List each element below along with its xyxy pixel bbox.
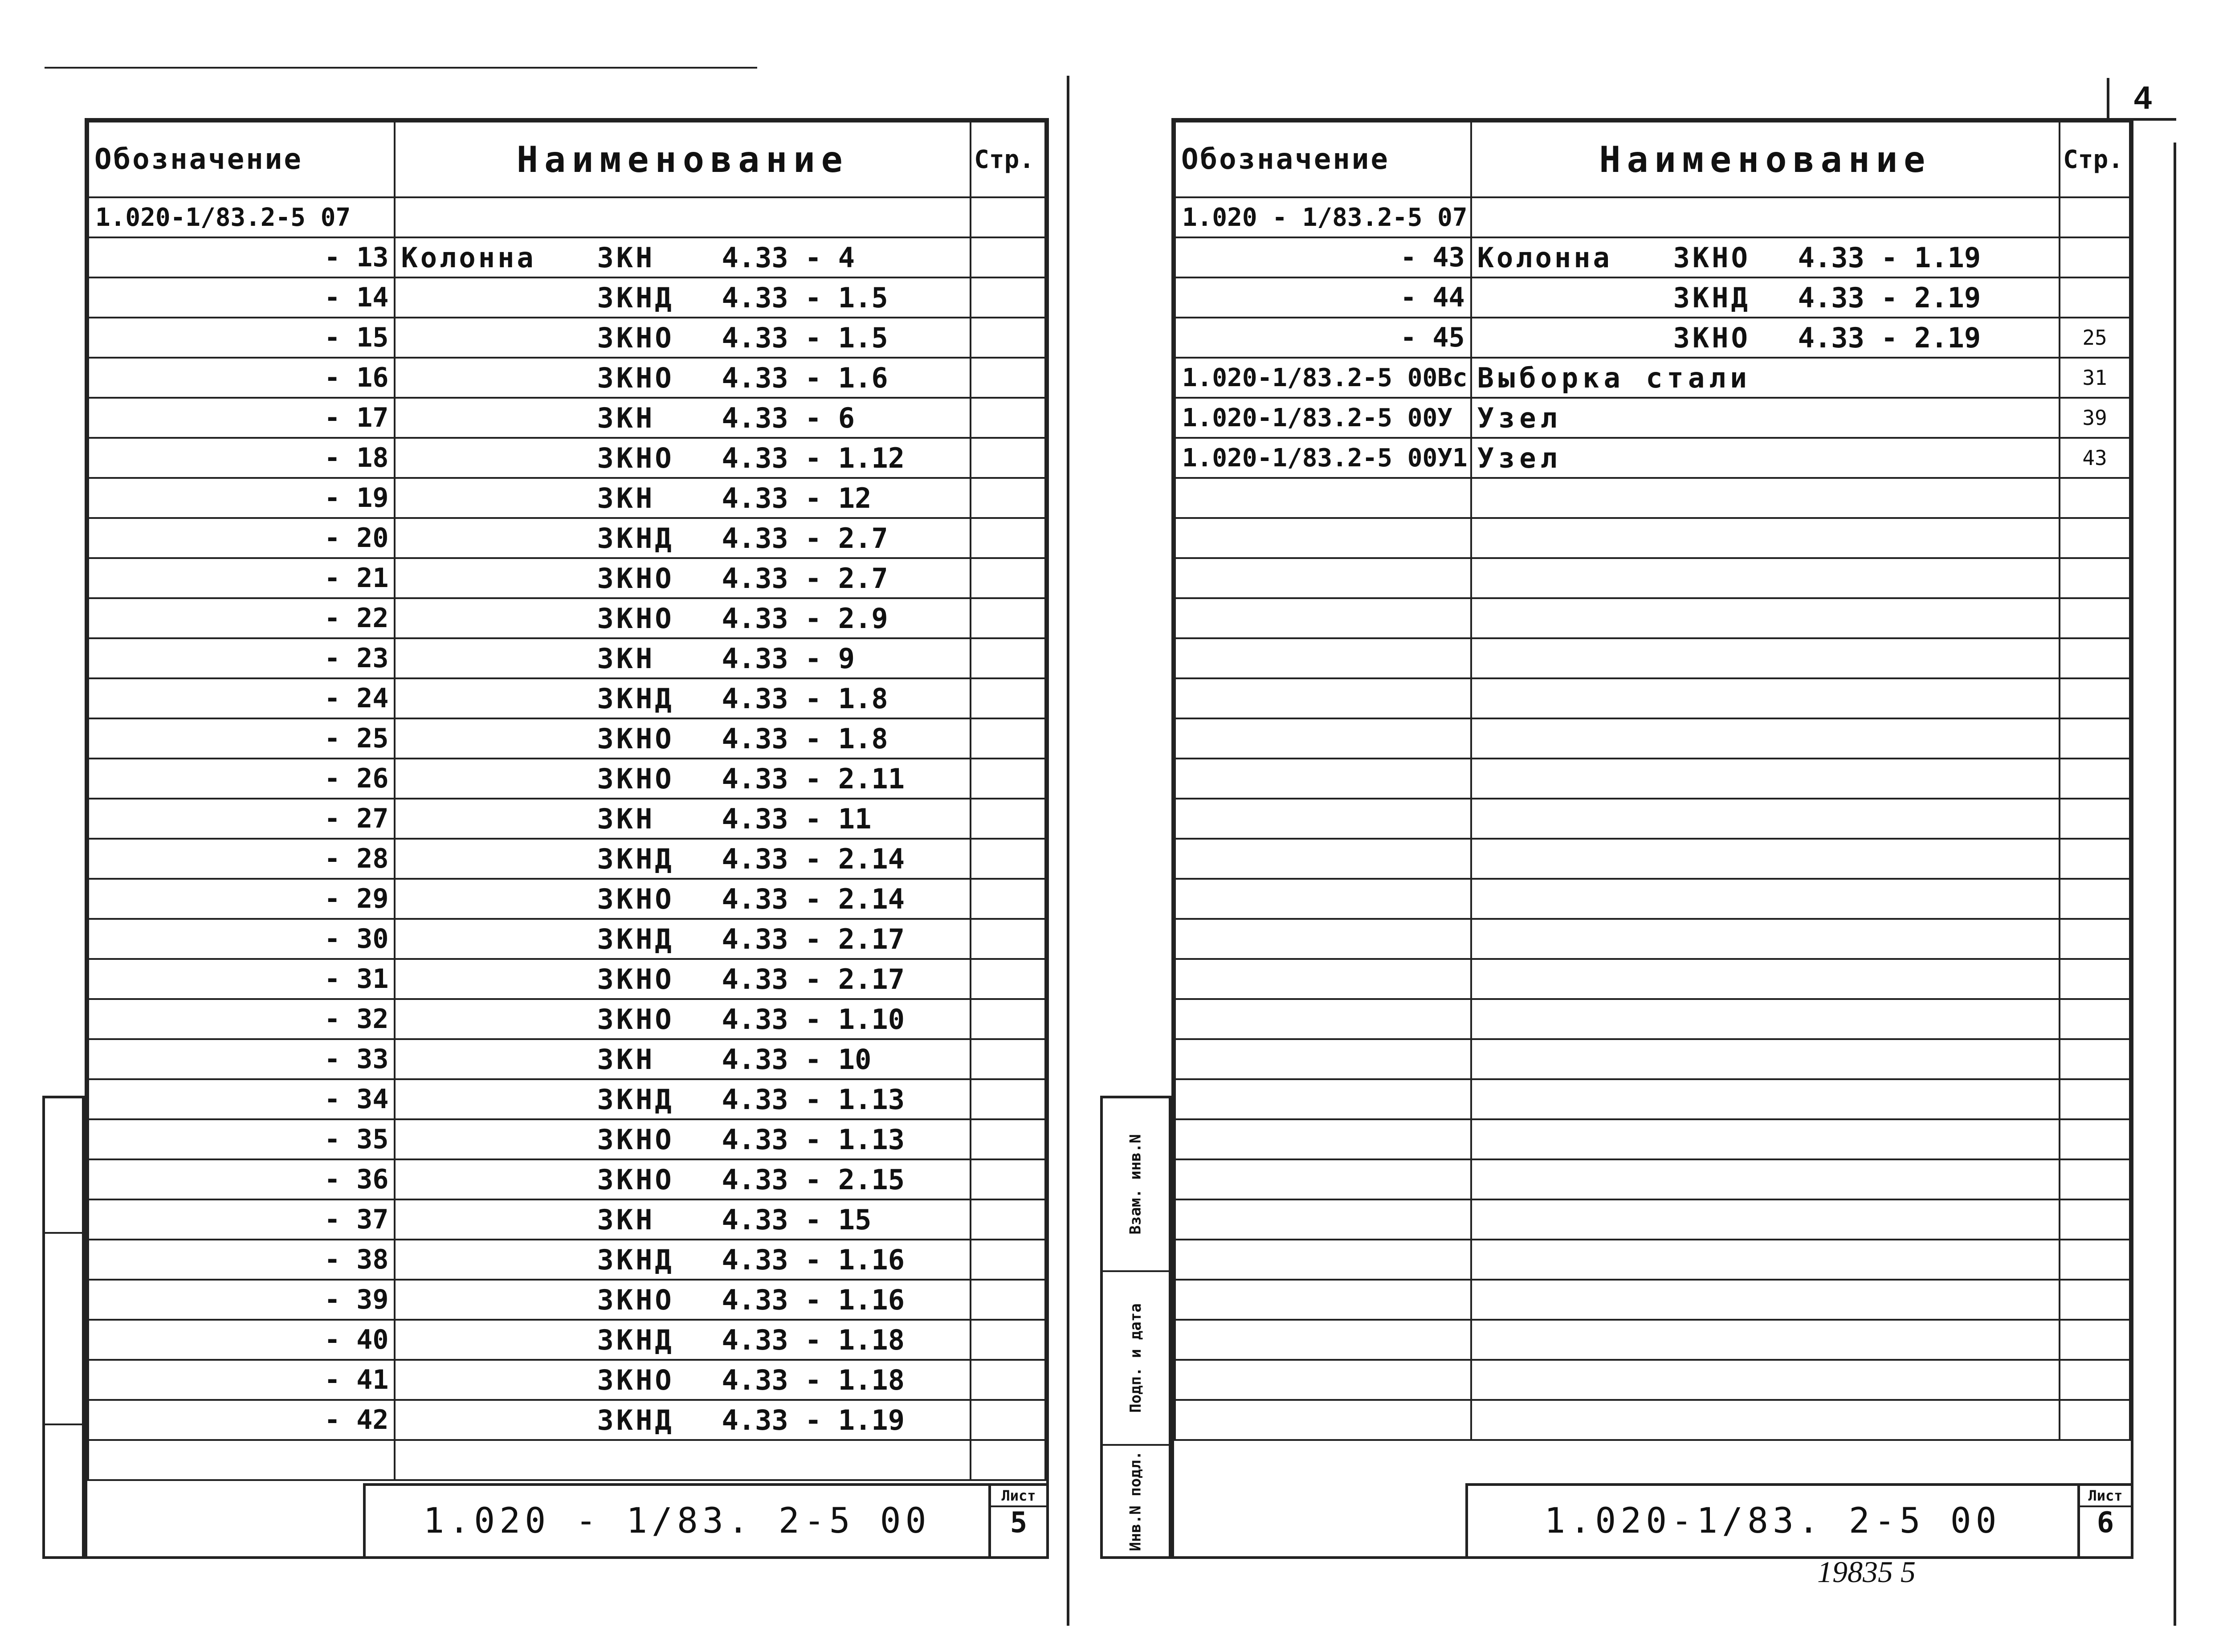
row-code: - 36	[88, 1159, 395, 1199]
blank-row	[1175, 1320, 2130, 1360]
row-mark: 3КН	[597, 241, 655, 274]
row-page	[971, 1039, 1045, 1079]
row-mark: 3КНО	[597, 602, 674, 635]
blank-row	[1175, 839, 2130, 879]
row-mark: 3КНО	[597, 1163, 674, 1196]
row-page	[971, 1400, 1045, 1440]
header-row	[88, 122, 1045, 197]
row-size: 4.33 - 1.5	[722, 281, 888, 314]
header-page: Стр.	[2060, 122, 2130, 197]
right-sheet-number-box	[2077, 1483, 2133, 1559]
table-row	[88, 1360, 1045, 1400]
left-stamp-code: 1.020 - 1/83. 2-5 00	[423, 1501, 931, 1541]
row-name: Узел	[1471, 438, 2060, 478]
row-code: - 26	[88, 759, 395, 799]
blank-row	[1175, 478, 2130, 518]
row-page	[971, 1079, 1045, 1119]
left-spec-table	[87, 121, 1046, 1481]
row-name	[395, 478, 971, 518]
side-label-sign: Подп. и дата	[1127, 1303, 1145, 1413]
table-row	[88, 879, 1045, 919]
row-page	[971, 1280, 1045, 1320]
row-size: 4.33 - 2.9	[722, 602, 888, 635]
row-mark: 3КНД	[597, 1403, 674, 1436]
row-size: 4.33 - 2.19	[1798, 281, 1981, 314]
blank-row	[1175, 1119, 2130, 1159]
left-sheet-number-box	[988, 1483, 1049, 1559]
row-name	[395, 1159, 971, 1199]
table-row	[1175, 237, 2130, 277]
row-size: 4.33 - 2.7	[722, 562, 888, 595]
row-label: Колонна	[401, 241, 536, 274]
row-code: - 35	[88, 1119, 395, 1159]
row-code: - 14	[88, 277, 395, 318]
row-code: - 37	[88, 1199, 395, 1240]
row-size: 4.33 - 15	[722, 1203, 872, 1236]
row-size: 4.33 - 10	[722, 1043, 872, 1076]
row-page	[971, 478, 1045, 518]
blank-row	[1175, 1280, 2130, 1320]
header-code: Обозначение	[88, 122, 395, 197]
row-size: 4.33 - 6	[722, 401, 855, 434]
table-row	[1175, 358, 2130, 398]
row-code: - 39	[88, 1280, 395, 1320]
right-sheet	[1171, 118, 2133, 1559]
row-name	[395, 1079, 971, 1119]
row-mark: 3КНО	[597, 722, 674, 755]
table-row	[88, 237, 1045, 277]
row-code: - 42	[88, 1400, 395, 1440]
row-label: Колонна	[1477, 241, 1612, 274]
row-mark: 3КНО	[1673, 241, 1750, 274]
row-size: 4.33 - 1.8	[722, 722, 888, 755]
header-name: Наименование	[1471, 122, 2060, 197]
row-mark: 3КНО	[597, 963, 674, 995]
table-row	[88, 1400, 1045, 1440]
table-row	[88, 358, 1045, 398]
table-row	[88, 839, 1045, 879]
row-code: - 43	[1175, 237, 1471, 277]
row-mark: 3КНО	[597, 882, 674, 915]
blank-row	[1175, 959, 2130, 999]
row-size: 4.33 - 12	[722, 481, 872, 514]
row-page	[971, 237, 1045, 277]
table-row	[88, 1199, 1045, 1240]
blank-row	[1175, 999, 2130, 1039]
row-code: - 18	[88, 438, 395, 478]
row-size: 4.33 - 1.18	[722, 1323, 905, 1356]
blank-row	[1175, 678, 2130, 718]
table-row	[88, 438, 1045, 478]
row-code: 1.020-1/83.2-5 00Вс	[1175, 358, 1471, 398]
row-code: - 23	[88, 638, 395, 678]
row-name	[395, 839, 971, 879]
row-size: 4.33 - 1.5	[722, 321, 888, 354]
row-mark: 3КН	[597, 1203, 655, 1236]
side-cell-inventory	[1103, 1446, 1169, 1556]
row-code: - 16	[88, 358, 395, 398]
right-rows	[1175, 237, 2130, 1440]
table-row	[88, 718, 1045, 759]
row-page	[971, 1199, 1045, 1240]
row-name	[395, 518, 971, 558]
table-row	[1175, 277, 2130, 318]
row-size: 4.33 - 2.19	[1798, 321, 1981, 354]
row-size: 4.33 - 1.19	[722, 1403, 905, 1436]
blank-row	[1175, 1079, 2130, 1119]
blank-row	[1175, 1240, 2130, 1280]
row-code: - 33	[88, 1039, 395, 1079]
row-code: - 25	[88, 718, 395, 759]
table-row	[88, 1039, 1045, 1079]
side-cell-sign	[1103, 1272, 1169, 1446]
row-page	[971, 398, 1045, 438]
row-size: 4.33 - 1.16	[722, 1283, 905, 1316]
blank-row	[1175, 1360, 2130, 1400]
table-row	[88, 398, 1045, 438]
table-row	[88, 799, 1045, 839]
left-sheet-label: Лист	[991, 1486, 1046, 1507]
blank-row	[1175, 1039, 2130, 1079]
row-name	[395, 277, 971, 318]
row-size: 4.33 - 1.13	[722, 1123, 905, 1156]
row-mark: 3КНО	[597, 562, 674, 595]
row-name	[395, 638, 971, 678]
table-row	[88, 558, 1045, 598]
row-page	[971, 1119, 1045, 1159]
right-spec-table	[1174, 121, 2131, 1441]
row-name	[395, 1400, 971, 1440]
row-name	[395, 1320, 971, 1360]
row-name	[395, 1039, 971, 1079]
row-code: - 38	[88, 1240, 395, 1280]
left-title-block	[363, 1483, 991, 1559]
blank-row	[1175, 919, 2130, 959]
blank-row	[1175, 1400, 2130, 1440]
row-name	[395, 1360, 971, 1400]
row-code: - 30	[88, 919, 395, 959]
table-row	[88, 759, 1045, 799]
row-page	[2060, 237, 2130, 277]
row-code: - 22	[88, 598, 395, 638]
blank-row	[1175, 759, 2130, 799]
row-size: 4.33 - 1.18	[722, 1363, 905, 1396]
row-mark: 3КНО	[597, 361, 674, 394]
left-sheet-number: 5	[1010, 1506, 1028, 1539]
row-code: - 44	[1175, 277, 1471, 318]
row-mark: 3КНО	[597, 1283, 674, 1316]
table-row	[88, 1280, 1045, 1320]
left-rows	[88, 237, 1045, 1440]
row-name	[395, 999, 971, 1039]
table-row	[88, 318, 1045, 358]
row-code: - 19	[88, 478, 395, 518]
row-mark: 3КНО	[597, 441, 674, 474]
row-size: 4.33 - 1.19	[1798, 241, 1981, 274]
row-mark: 3КНО	[597, 1363, 674, 1396]
row-name	[395, 718, 971, 759]
group-row	[1175, 197, 2130, 237]
row-name	[395, 358, 971, 398]
row-page	[971, 1360, 1045, 1400]
row-page: 31	[2060, 358, 2130, 398]
right-sheet-label: Лист	[2080, 1486, 2131, 1507]
row-name	[395, 919, 971, 959]
blank-row	[1175, 1199, 2130, 1240]
row-code: - 41	[88, 1360, 395, 1400]
row-code: - 45	[1175, 318, 1471, 358]
group-code: 1.020 - 1/83.2-5 07	[1175, 197, 1471, 237]
table-row	[1175, 318, 2130, 358]
right-binding-strip	[1100, 1096, 1171, 1559]
row-code: - 40	[88, 1320, 395, 1360]
row-page	[971, 919, 1045, 959]
right-stamp-code: 1.020-1/83. 2-5 00	[1544, 1501, 2001, 1541]
table-row	[88, 959, 1045, 999]
row-size: 4.33 - 1.12	[722, 441, 905, 474]
table-row	[88, 999, 1045, 1039]
row-page: 39	[2060, 398, 2130, 438]
table-row	[88, 1320, 1045, 1360]
row-code: 1.020-1/83.2-5 00У1	[1175, 438, 1471, 478]
right-title-block	[1465, 1483, 2080, 1559]
table-row	[88, 919, 1045, 959]
row-page: 25	[2060, 318, 2130, 358]
right-margin-line	[2174, 143, 2176, 1626]
row-page	[971, 999, 1045, 1039]
row-page	[2060, 277, 2130, 318]
row-page	[971, 799, 1045, 839]
row-name	[395, 1119, 971, 1159]
row-page	[971, 598, 1045, 638]
row-page	[971, 558, 1045, 598]
row-size: 4.33 - 1.8	[722, 682, 888, 715]
row-mark: 3КН	[597, 481, 655, 514]
row-code: - 20	[88, 518, 395, 558]
row-size: 4.33 - 9	[722, 642, 855, 675]
row-name	[395, 237, 971, 277]
row-mark: 3КНД	[597, 922, 674, 955]
row-page	[971, 718, 1045, 759]
row-size: 4.33 - 2.17	[722, 963, 905, 995]
row-name	[1471, 318, 2060, 358]
row-code: - 29	[88, 879, 395, 919]
row-page	[971, 1159, 1045, 1199]
row-code: - 34	[88, 1079, 395, 1119]
row-size: 4.33 - 11	[722, 802, 872, 835]
row-page: 43	[2060, 438, 2130, 478]
group-row	[88, 197, 1045, 237]
row-mark: 3КНД	[597, 1323, 674, 1356]
row-page	[971, 277, 1045, 318]
row-page	[971, 1320, 1045, 1360]
row-code: - 32	[88, 999, 395, 1039]
row-page	[971, 638, 1045, 678]
row-name	[395, 1240, 971, 1280]
row-code: - 28	[88, 839, 395, 879]
row-name	[395, 1199, 971, 1240]
row-name	[1471, 237, 2060, 277]
blank-row	[1175, 638, 2130, 678]
row-mark: 3КНД	[1673, 281, 1750, 314]
row-size: 4.33 - 4	[722, 241, 855, 274]
row-name	[395, 759, 971, 799]
row-code: - 31	[88, 959, 395, 999]
row-size: 4.33 - 2.14	[722, 882, 905, 915]
row-size: 4.33 - 2.14	[722, 842, 905, 875]
row-page	[971, 959, 1045, 999]
blank-row	[1175, 879, 2130, 919]
row-mark: 3КН	[597, 1043, 655, 1076]
row-code: - 15	[88, 318, 395, 358]
table-row	[88, 1119, 1045, 1159]
row-mark: 3КНО	[1673, 321, 1750, 354]
header-name: Наименование	[395, 122, 971, 197]
blank-row	[1175, 718, 2130, 759]
row-size: 4.33 - 1.13	[722, 1083, 905, 1116]
row-page	[971, 438, 1045, 478]
table-row	[1175, 438, 2130, 478]
row-size: 4.33 - 2.7	[722, 522, 888, 555]
row-name	[395, 799, 971, 839]
row-mark: 3КНД	[597, 1083, 674, 1116]
row-name	[395, 318, 971, 358]
row-size: 4.33 - 1.16	[722, 1243, 905, 1276]
table-row	[88, 1159, 1045, 1199]
header-code: Обозначение	[1175, 122, 1471, 197]
row-size: 4.33 - 1.10	[722, 1003, 905, 1036]
row-mark: 3КНО	[597, 1123, 674, 1156]
right-sheet-number: 6	[2096, 1506, 2114, 1539]
row-mark: 3КН	[597, 401, 655, 434]
row-mark: 3КНД	[597, 281, 674, 314]
row-mark: 3КНД	[597, 1243, 674, 1276]
group-code: 1.020-1/83.2-5 07	[88, 197, 395, 237]
header-page: Стр.	[971, 122, 1045, 197]
header-row	[1175, 122, 2130, 197]
row-code: - 27	[88, 799, 395, 839]
row-mark: 3КНД	[597, 522, 674, 555]
blank-row	[1175, 558, 2130, 598]
row-code: - 13	[88, 237, 395, 277]
row-name	[395, 398, 971, 438]
row-mark: 3КНД	[597, 842, 674, 875]
row-code: - 21	[88, 558, 395, 598]
table-row	[88, 478, 1045, 518]
row-code: - 24	[88, 678, 395, 718]
side-label-inventory: Инв.N подл.	[1127, 1451, 1145, 1551]
row-name: Узел	[1471, 398, 2060, 438]
row-page	[971, 759, 1045, 799]
side-label-replace: Взам. инв.N	[1127, 1134, 1145, 1235]
row-mark: 3КНО	[597, 321, 674, 354]
row-page	[971, 839, 1045, 879]
blank-row	[1175, 518, 2130, 558]
left-sheet	[85, 118, 1049, 1559]
page-number: 4	[2107, 78, 2176, 121]
row-code: - 17	[88, 398, 395, 438]
table-row	[88, 1240, 1045, 1280]
top-rule	[45, 67, 757, 69]
table-row	[1175, 398, 2130, 438]
blank-row	[1175, 1159, 2130, 1199]
blank-row	[1175, 799, 2130, 839]
table-row	[88, 518, 1045, 558]
row-size: 4.33 - 2.15	[722, 1163, 905, 1196]
row-page	[971, 678, 1045, 718]
row-code: 1.020-1/83.2-5 00У	[1175, 398, 1471, 438]
row-name	[395, 678, 971, 718]
row-page	[971, 318, 1045, 358]
row-mark: 3КНО	[597, 1003, 674, 1036]
blank-row	[1175, 598, 2130, 638]
row-name	[395, 438, 971, 478]
row-page	[971, 358, 1045, 398]
row-page	[971, 879, 1045, 919]
row-size: 4.33 - 2.17	[722, 922, 905, 955]
row-mark: 3КНО	[597, 762, 674, 795]
row-size: 4.33 - 1.6	[722, 361, 888, 394]
row-page	[971, 518, 1045, 558]
row-name	[395, 959, 971, 999]
table-row	[88, 598, 1045, 638]
table-row	[88, 1079, 1045, 1119]
row-mark: 3КН	[597, 802, 655, 835]
row-mark: 3КН	[597, 642, 655, 675]
row-name	[395, 879, 971, 919]
table-row	[88, 678, 1045, 718]
row-mark: 3КНД	[597, 682, 674, 715]
left-binding-strip	[42, 1096, 85, 1559]
row-size: 4.33 - 2.11	[722, 762, 905, 795]
archive-number: 19835 5	[1817, 1555, 1916, 1589]
side-cell-replace	[1103, 1098, 1169, 1272]
row-name	[395, 1280, 971, 1320]
table-row	[88, 277, 1045, 318]
table-row	[88, 638, 1045, 678]
center-fold-line	[1067, 76, 1069, 1626]
row-name: Выборка стали	[1471, 358, 2060, 398]
row-name	[1471, 277, 2060, 318]
row-page	[971, 1240, 1045, 1280]
row-name	[395, 558, 971, 598]
row-name	[395, 598, 971, 638]
